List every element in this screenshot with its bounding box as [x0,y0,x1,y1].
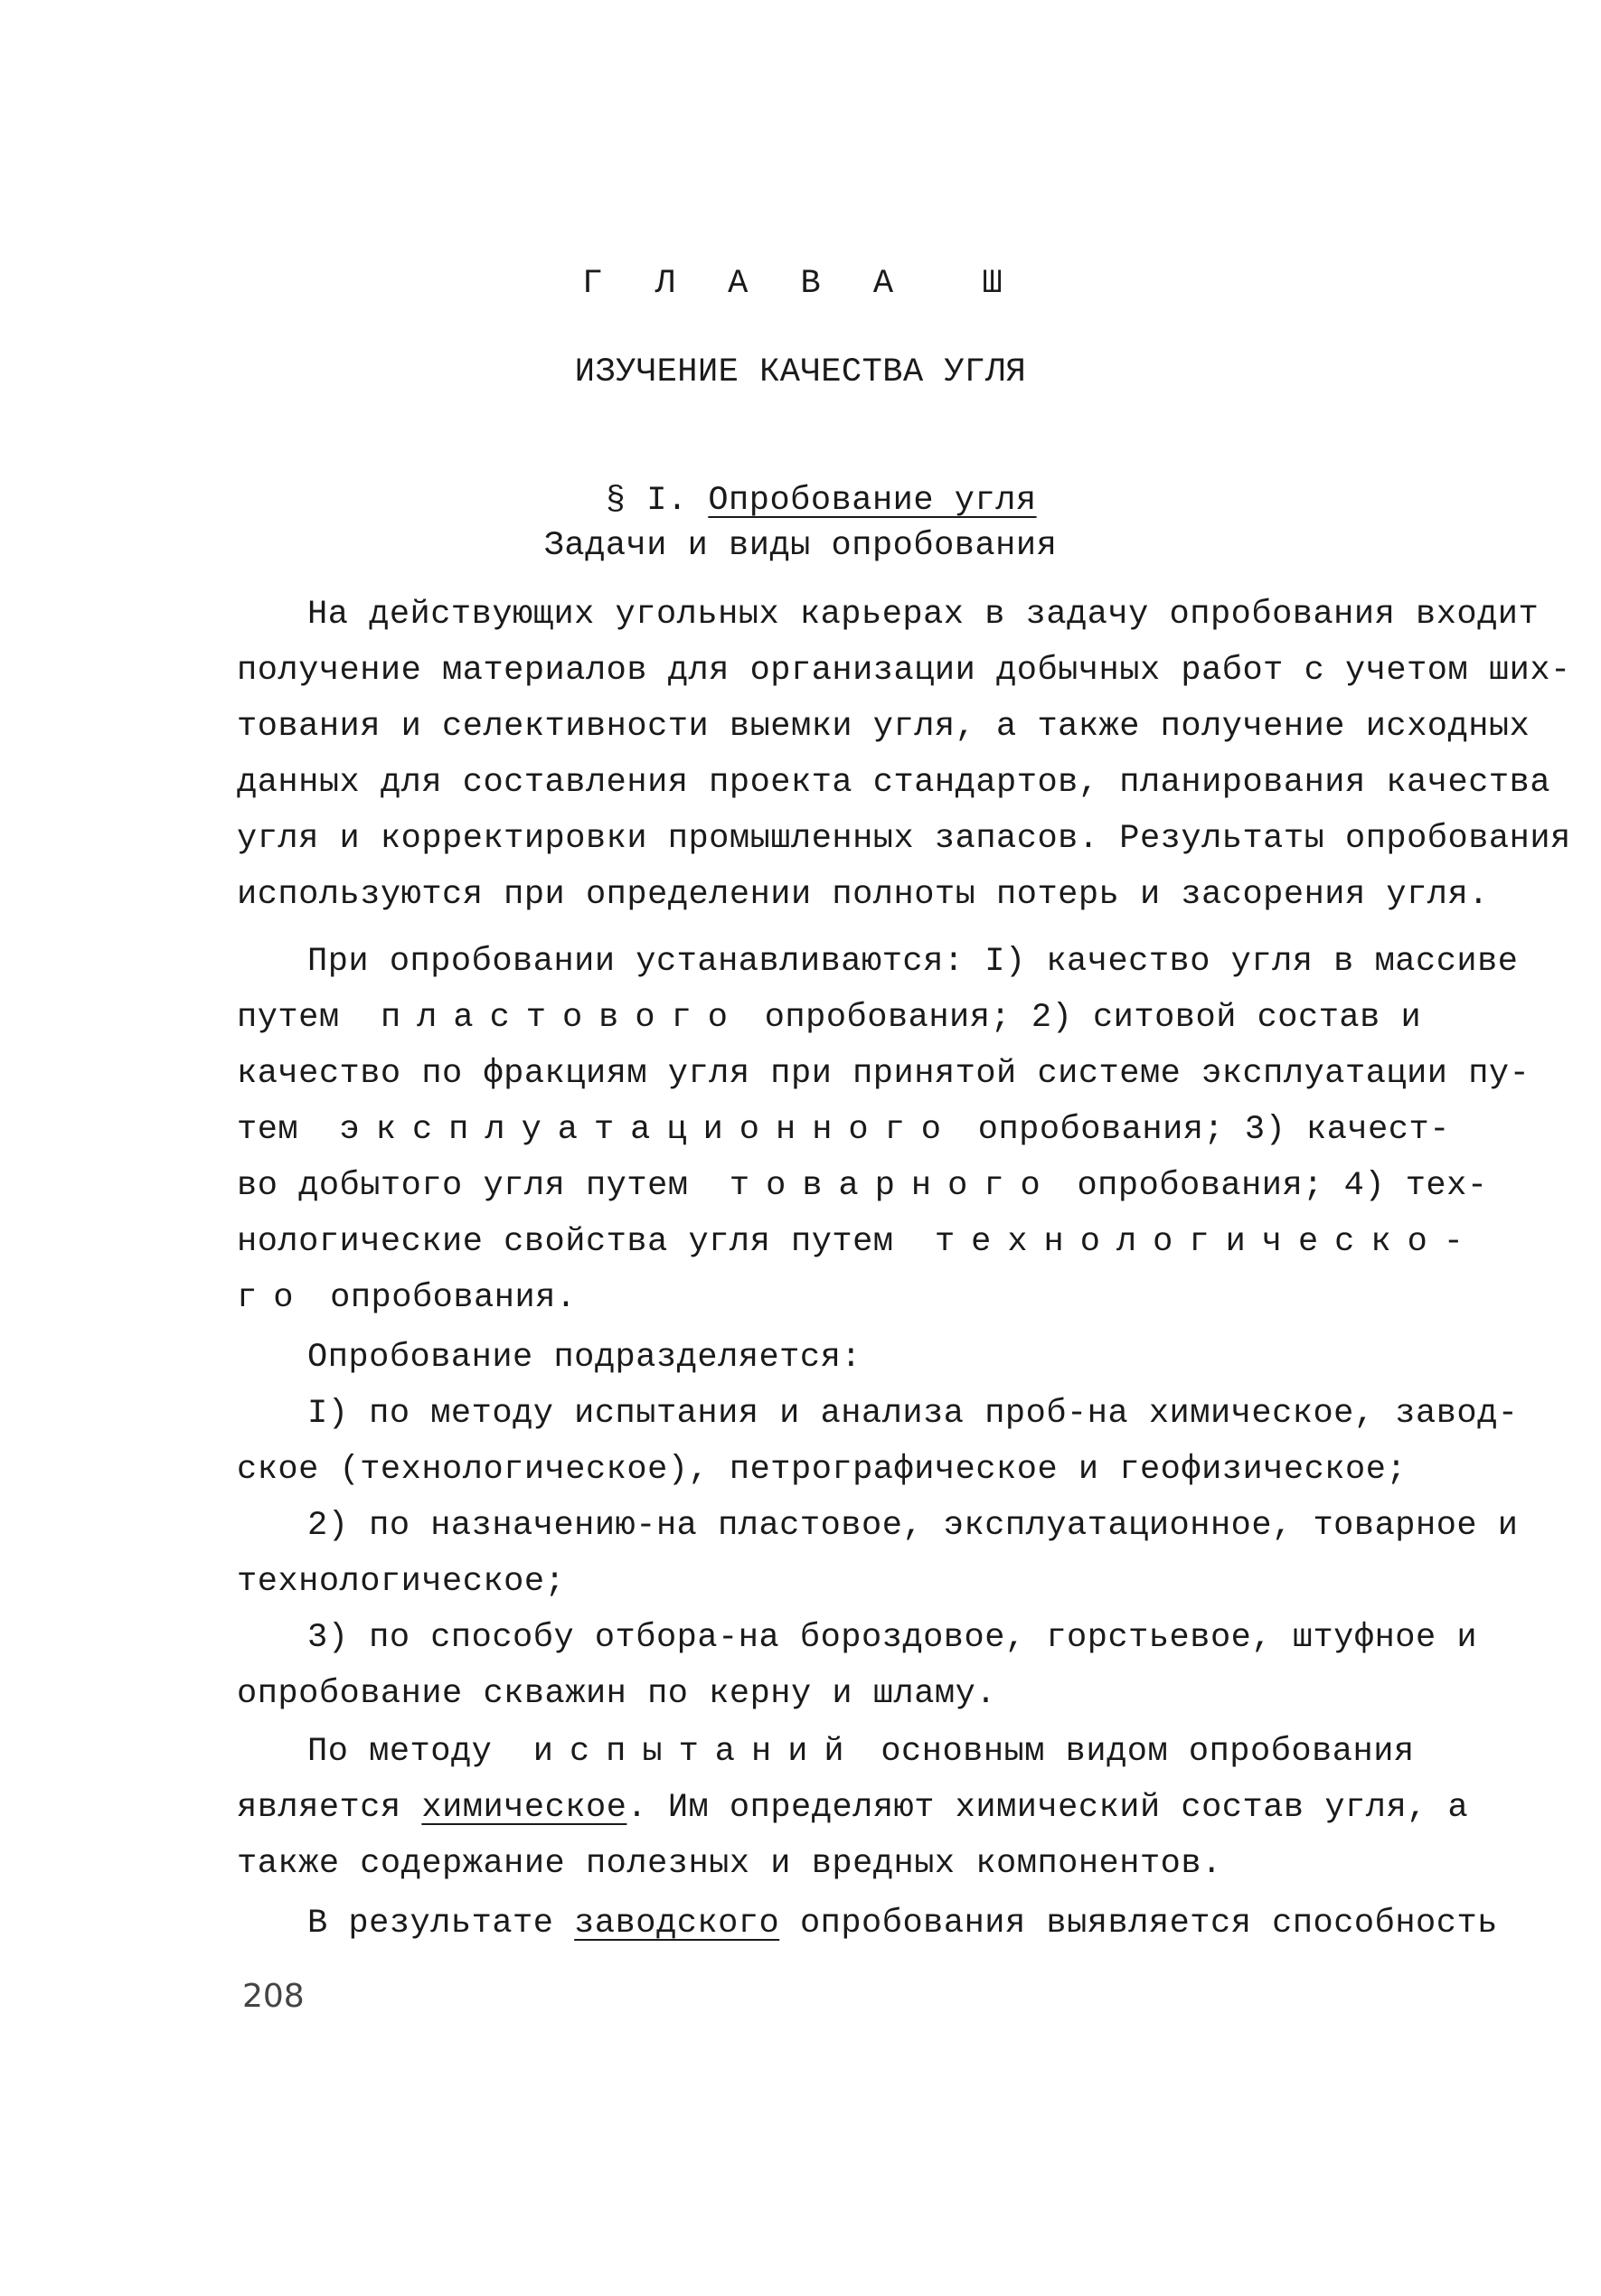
p2-line-3: качество по фракциям угля при принятой системе эксплуатации пу- [237,1055,1530,1093]
p5-term-zavodskogo: заводского [574,1905,780,1943]
section-heading [0,436,1601,522]
p2-term-go: го [237,1279,310,1317]
section-prefix: § I. [605,482,688,520]
list-item-2-line-2: технологическое; [237,1563,566,1601]
list-item-3-line-2: опробование скважин по керну и шламу. [237,1675,997,1713]
p2-l7b: опробования. [330,1279,577,1317]
p2-line-2 [237,996,1421,1040]
p4-l2a: является [237,1789,401,1827]
list-item-3-line-1: 3) по способу отбора-на бороздовое, горстьевое, штуфное и [307,1619,1478,1657]
list-item-1-line-1: I) по методу испытания и анализа проб-на химическое, завод- [307,1395,1519,1433]
p5-a: В результате [307,1905,554,1943]
p2-term-plastovogo: пластового [380,999,744,1037]
p4-line-1 [307,1730,1415,1774]
p2-term-tovarnogo: товарного [729,1167,1057,1205]
p2-line-7 [237,1276,577,1320]
p4-l1a: По методу [307,1733,493,1771]
p2-l5a: во добытого угля путем [237,1167,689,1205]
p1-line-4: данных для составления проекта стандартов, планирования качества [237,764,1551,802]
list-item-1-line-2: ское (технологическое), петрографическое и геофизическое; [237,1451,1408,1489]
chapter-label: Г Л А В А Ш [582,265,1019,303]
p4-term-khimicheskoe: химическое [421,1789,627,1827]
p2-line-5 [237,1164,1488,1208]
p1-line-5: угля и корректировки промышленных запасов. Результаты опробования [237,820,1571,858]
list-item-2-line-1: 2) по назначению-на пластовое, эксплуатационное, товарное и [307,1507,1519,1545]
p1-line-3: тования и селективности выемки угля, а также получение исходных [237,708,1530,746]
p4-l1c: основным видом опробования [881,1733,1415,1771]
p4-line-3: также содержание полезных и вредных компонентов. [237,1845,1222,1883]
p3-line: Опробование подразделяется: [307,1339,862,1377]
p4-l2c: . Им определяют химический состав угля, а [626,1789,1469,1827]
p4-line-2 [237,1786,1468,1830]
p2-line-4 [237,1108,1450,1152]
p2-l2a: путем [237,999,340,1037]
p4-term-ispytaniy: испытаний [532,1733,861,1771]
p2-l4c: опробования; 3) качест- [977,1111,1450,1149]
p5-c: опробования выявляется способность [799,1905,1498,1943]
p2-term-ekspluatacionnogo: эксплуатационного [339,1111,958,1149]
subsection-heading: Задачи и виды опробования [543,527,1058,565]
p1-line-2: получение материалов для организации добычных работ с учетом ших- [237,652,1571,690]
p5-line-1 [307,1902,1498,1945]
p2-term-tekhnologichesko: технологическо- [934,1223,1480,1261]
p2-l2c: опробования; 2) ситовой состав и [764,999,1422,1037]
p2-line-6 [237,1220,1480,1264]
p2-l4a: тем [237,1111,299,1149]
page-number: 208 [242,1978,305,2015]
section-title: Опробование угля [708,482,1037,520]
p2-l5c: опробования; 4) тех- [1077,1167,1488,1205]
p1-line-1: На действующих угольных карьерах в задачу опробования входит [307,596,1540,634]
p2-line-1: При опробовании устанавливаются: I) качество угля в массиве [307,943,1519,981]
p2-l6a: нологические свойства угля путем [237,1223,894,1261]
chapter-title: ИЗУЧЕНИЕ КАЧЕСТВА УГЛЯ [574,353,1027,391]
p1-line-6: используются при определении полноты потерь и засорения угля. [237,876,1489,914]
